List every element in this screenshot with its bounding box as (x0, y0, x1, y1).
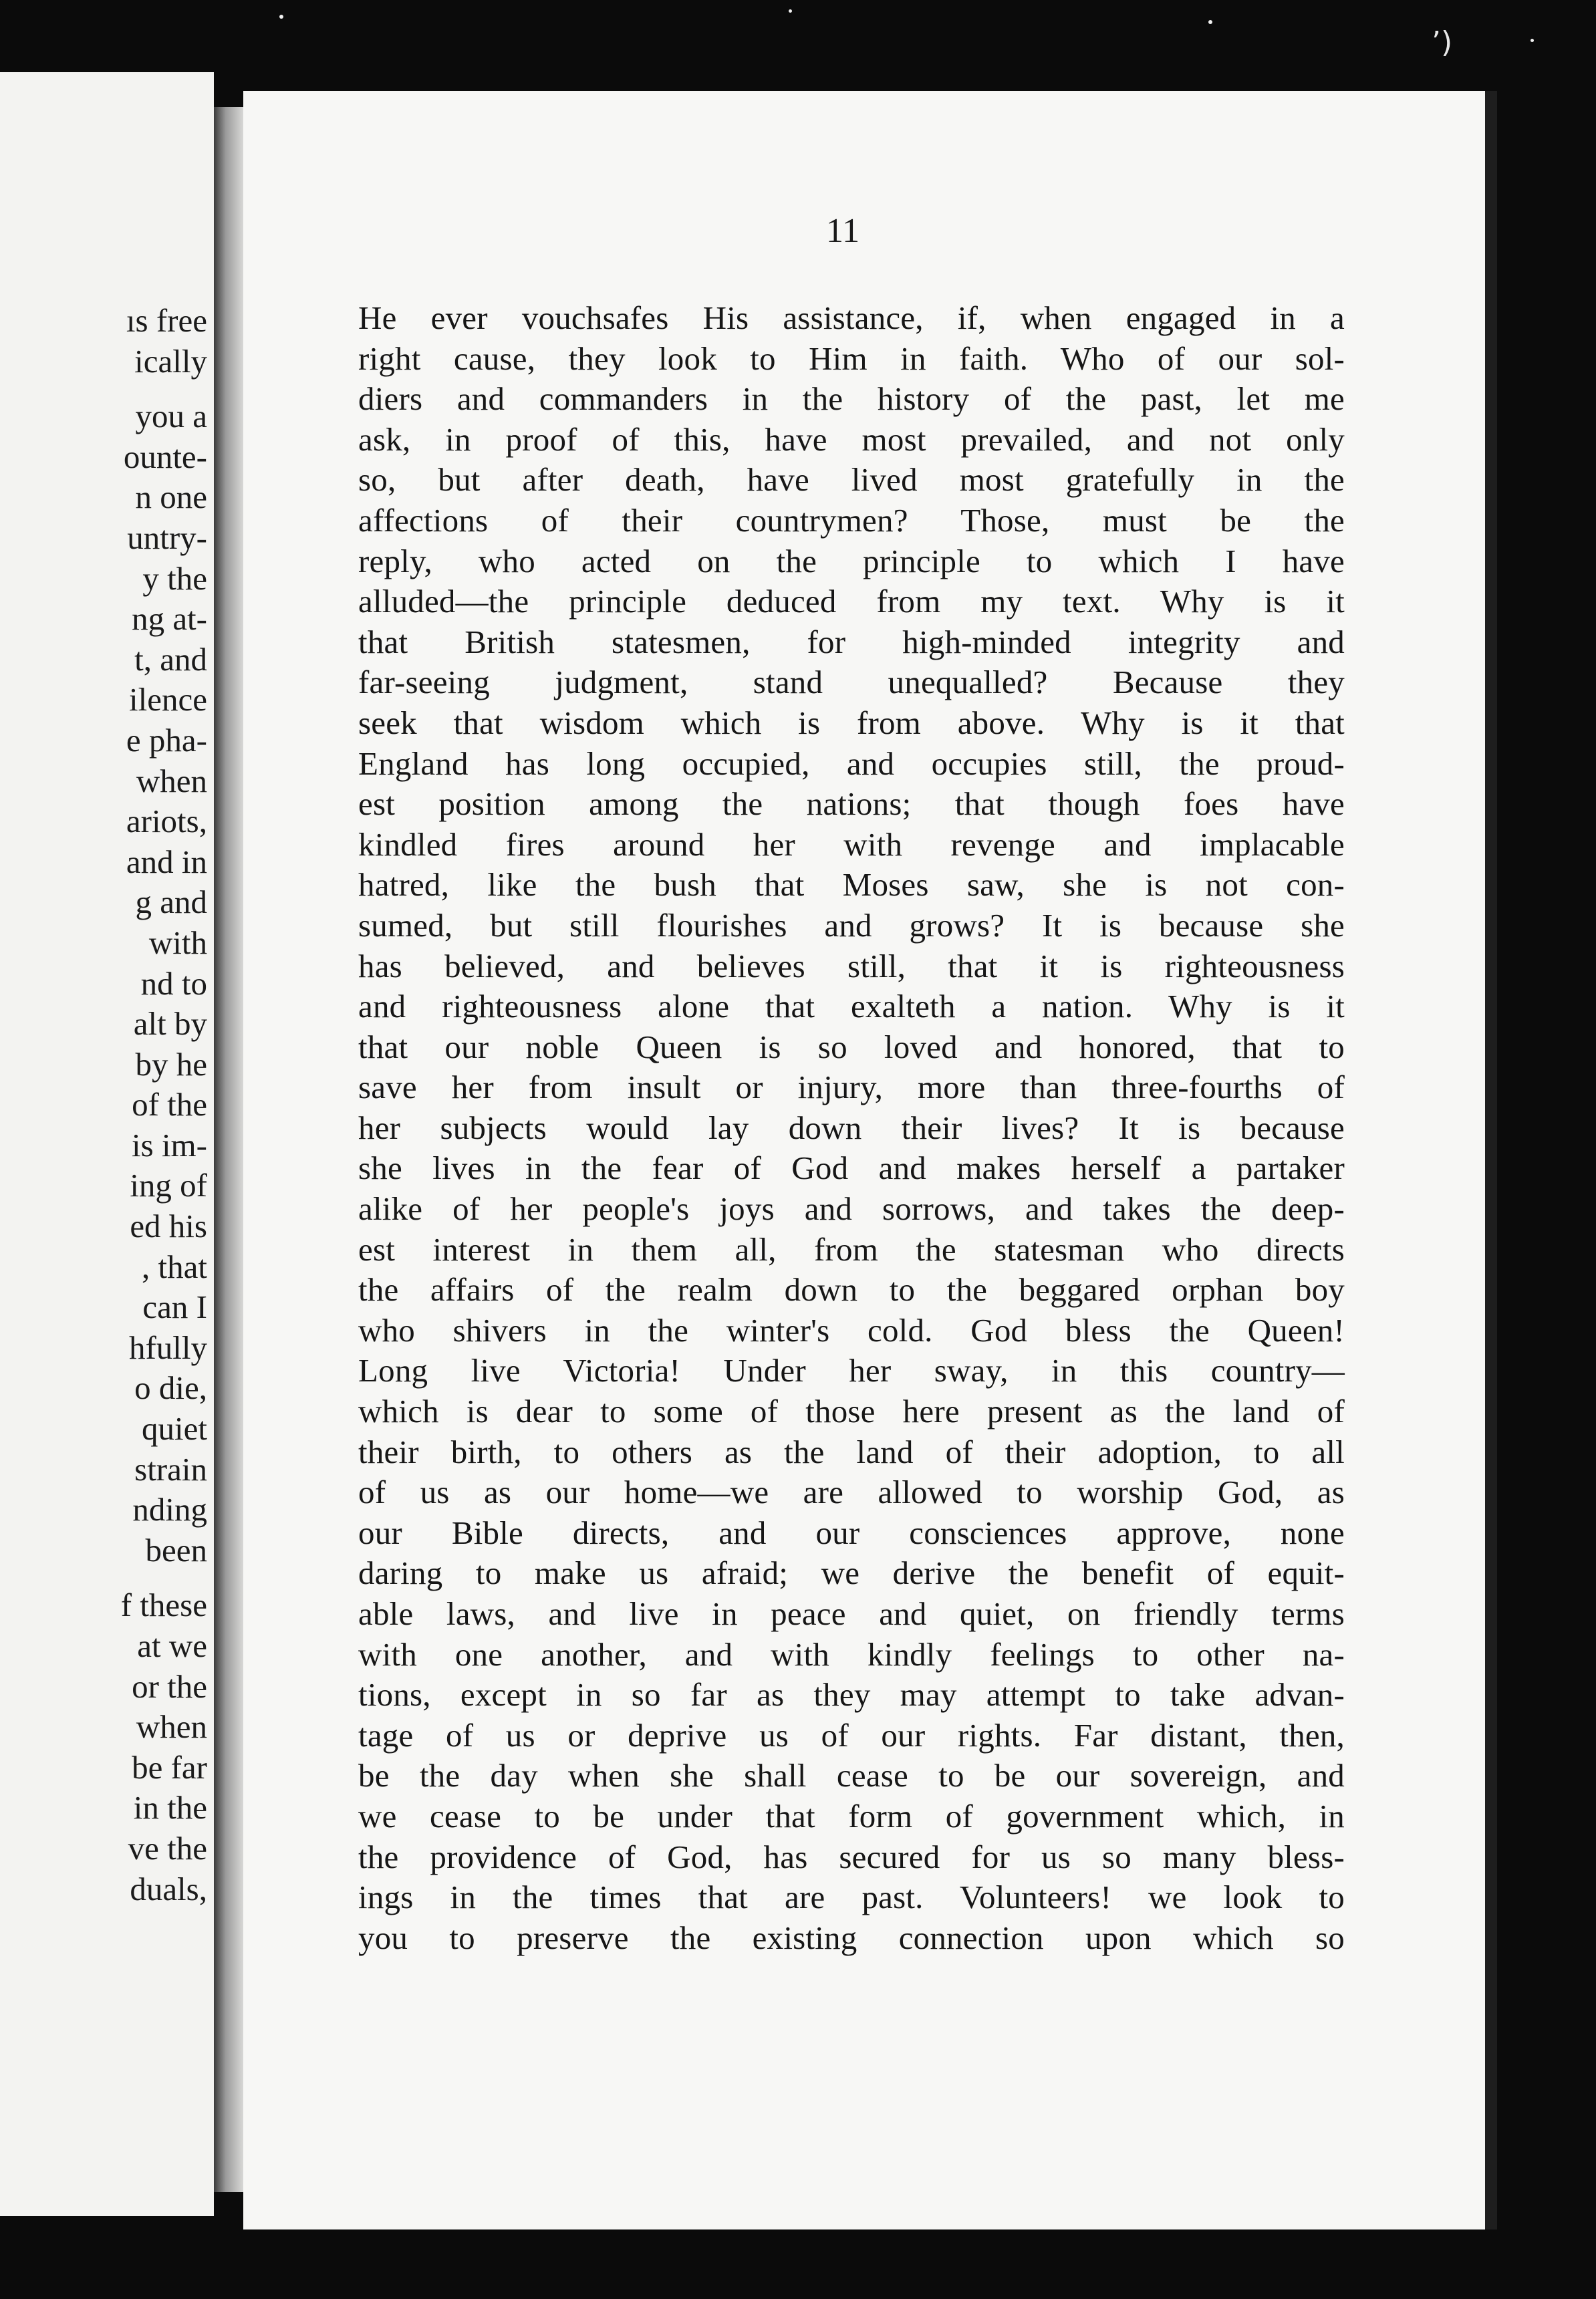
left-page-line: with (148, 924, 207, 961)
left-page-line: n one (135, 479, 207, 516)
text-line: alluded—the principle deduced from my text. Why is it (358, 583, 1345, 620)
scan-speck (1531, 39, 1534, 42)
text-line: daring to make us afraid; we derive the benefit of equit- (358, 1554, 1345, 1592)
left-page-line: in the (133, 1789, 207, 1827)
text-line: Long live Victoria! Under her sway, in this country— (358, 1352, 1345, 1389)
left-page-line: y the (142, 559, 207, 597)
left-page-line: duals, (130, 1870, 207, 1907)
text-line: ings in the times that are past. Volunteers! we look to (358, 1879, 1345, 1916)
left-page-line: , that (142, 1248, 207, 1285)
text-line: the providence of God, has secured for us so many bless- (358, 1838, 1345, 1875)
left-page-line: e pha- (126, 721, 207, 759)
text-line: you to preserve the existing connection upon which so (358, 1919, 1345, 1956)
text-line: that British statesmen, for high-minded integrity and (358, 623, 1345, 660)
left-page-line: at we (137, 1627, 207, 1664)
text-line: save her from insult or injury, more than three-fourths of (358, 1069, 1345, 1106)
text-line: est interest in them all, from the statesman who directs (358, 1230, 1345, 1268)
left-page-line: by he (135, 1045, 207, 1083)
left-page-line: nd to (140, 964, 207, 1002)
text-line: right cause, they look to Him in faith. Who of our sol- (358, 340, 1345, 377)
book-gutter (214, 107, 243, 2192)
left-page-line: when (136, 762, 207, 799)
left-page-line: quiet (142, 1410, 207, 1448)
text-line: est position among the nations; that though foes have (358, 785, 1345, 823)
text-line: so, but after death, have lived most gratefully in the (358, 461, 1345, 499)
left-page-line: ariots, (126, 803, 207, 840)
text-line: of us as our home—we are allowed to worship God, as (358, 1474, 1345, 1511)
left-page-line: be far (132, 1748, 207, 1786)
text-line: who shivers in the winter's cold. God bless the Queen! (358, 1311, 1345, 1349)
left-page-fragment (0, 72, 214, 2216)
page-number: 11 (826, 212, 860, 250)
text-line: ask, in proof of this, have most prevailed, and not only (358, 420, 1345, 458)
left-page-line: g and (135, 884, 207, 921)
left-page-line: ilence (129, 681, 207, 718)
left-page-line: ve the (128, 1829, 207, 1867)
scan-speck (789, 9, 792, 13)
right-page (243, 91, 1497, 2229)
text-line: England has long occupied, and occupies still, the proud- (358, 745, 1345, 782)
text-line: with one another, and with kindly feelings to other na- (358, 1635, 1345, 1673)
text-line: be the day when she shall cease to be our sovereign, and (358, 1757, 1345, 1794)
text-line: has believed, and believes still, that it is righteousness (358, 947, 1345, 984)
left-page-line: nding (132, 1491, 207, 1528)
text-line: alike of her people's joys and sorrows, and takes the deep- (358, 1190, 1345, 1228)
left-page-line: ıs free (126, 302, 207, 339)
left-page-line: ing of (130, 1167, 207, 1204)
scan-speck (279, 15, 283, 19)
left-page-line: is im- (132, 1126, 207, 1164)
text-line: the affairs of the realm down to the beggared orphan boy (358, 1271, 1345, 1309)
left-page-line: untry- (127, 519, 207, 556)
text-line: reply, who acted on the principle to which I have (358, 542, 1345, 579)
left-page-line: when (136, 1708, 207, 1746)
text-line: that our noble Queen is so loved and honored, that to (358, 1028, 1345, 1065)
left-page-line: f these (120, 1587, 207, 1624)
left-page-line: ically (134, 342, 207, 380)
text-line: He ever vouchsafes His assistance, if, when engaged in a (358, 299, 1345, 336)
left-page-line: t, and (134, 640, 207, 678)
text-line: tions, except in so far as they may attempt to take advan- (358, 1676, 1345, 1714)
left-page-line: strain (134, 1450, 207, 1488)
left-page-line: alt by (133, 1005, 207, 1043)
text-line: tage of us or deprive us of our rights. Far distant, then, (358, 1716, 1345, 1754)
text-line: we cease to be under that form of government which, in (358, 1797, 1345, 1835)
text-line: far-seeing judgment, stand unequalled? Because they (358, 664, 1345, 701)
page-body-text (358, 298, 1345, 1958)
scan-speck (1208, 20, 1212, 24)
text-line: seek that wisdom which is from above. Why is it that (358, 704, 1345, 741)
text-line: affections of their countrymen? Those, must be the (358, 501, 1345, 539)
text-line: and righteousness alone that exalteth a nation. Why is it (358, 988, 1345, 1025)
left-page-line: or the (132, 1667, 207, 1705)
text-line: able laws, and live in peace and quiet, on friendly terms (358, 1595, 1345, 1632)
text-line: she lives in the fear of God and makes herself a partaker (358, 1150, 1345, 1187)
scan-corner-mark: ʼ) (1432, 25, 1453, 59)
left-page-line: and in (126, 843, 207, 880)
left-page-line: can I (142, 1289, 207, 1326)
left-page-line: hfully (128, 1329, 207, 1366)
text-line: kindled fires around her with revenge and implacable (358, 825, 1345, 863)
left-page-line: ng at- (132, 600, 207, 638)
text-line: their birth, to others as the land of their adoption, to all (358, 1433, 1345, 1470)
left-page-line: ounte- (123, 438, 207, 475)
left-page-line: ed his (130, 1208, 207, 1245)
left-page-line: o die, (134, 1369, 207, 1407)
left-page-line: been (145, 1531, 207, 1569)
text-line: which is dear to some of those here present as the land of (358, 1393, 1345, 1430)
left-page-line: you a (135, 398, 207, 435)
text-line: diers and commanders in the history of the past, let me (358, 380, 1345, 418)
left-page-text (121, 301, 207, 1909)
text-line: her subjects would lay down their lives? It is because (358, 1109, 1345, 1146)
text-line: sumed, but still flourishes and grows? It is because she (358, 906, 1345, 944)
text-line: hatred, like the bush that Moses saw, she is not con- (358, 866, 1345, 904)
text-line: our Bible directs, and our consciences approve, none (358, 1514, 1345, 1551)
left-page-line: of the (132, 1086, 207, 1123)
